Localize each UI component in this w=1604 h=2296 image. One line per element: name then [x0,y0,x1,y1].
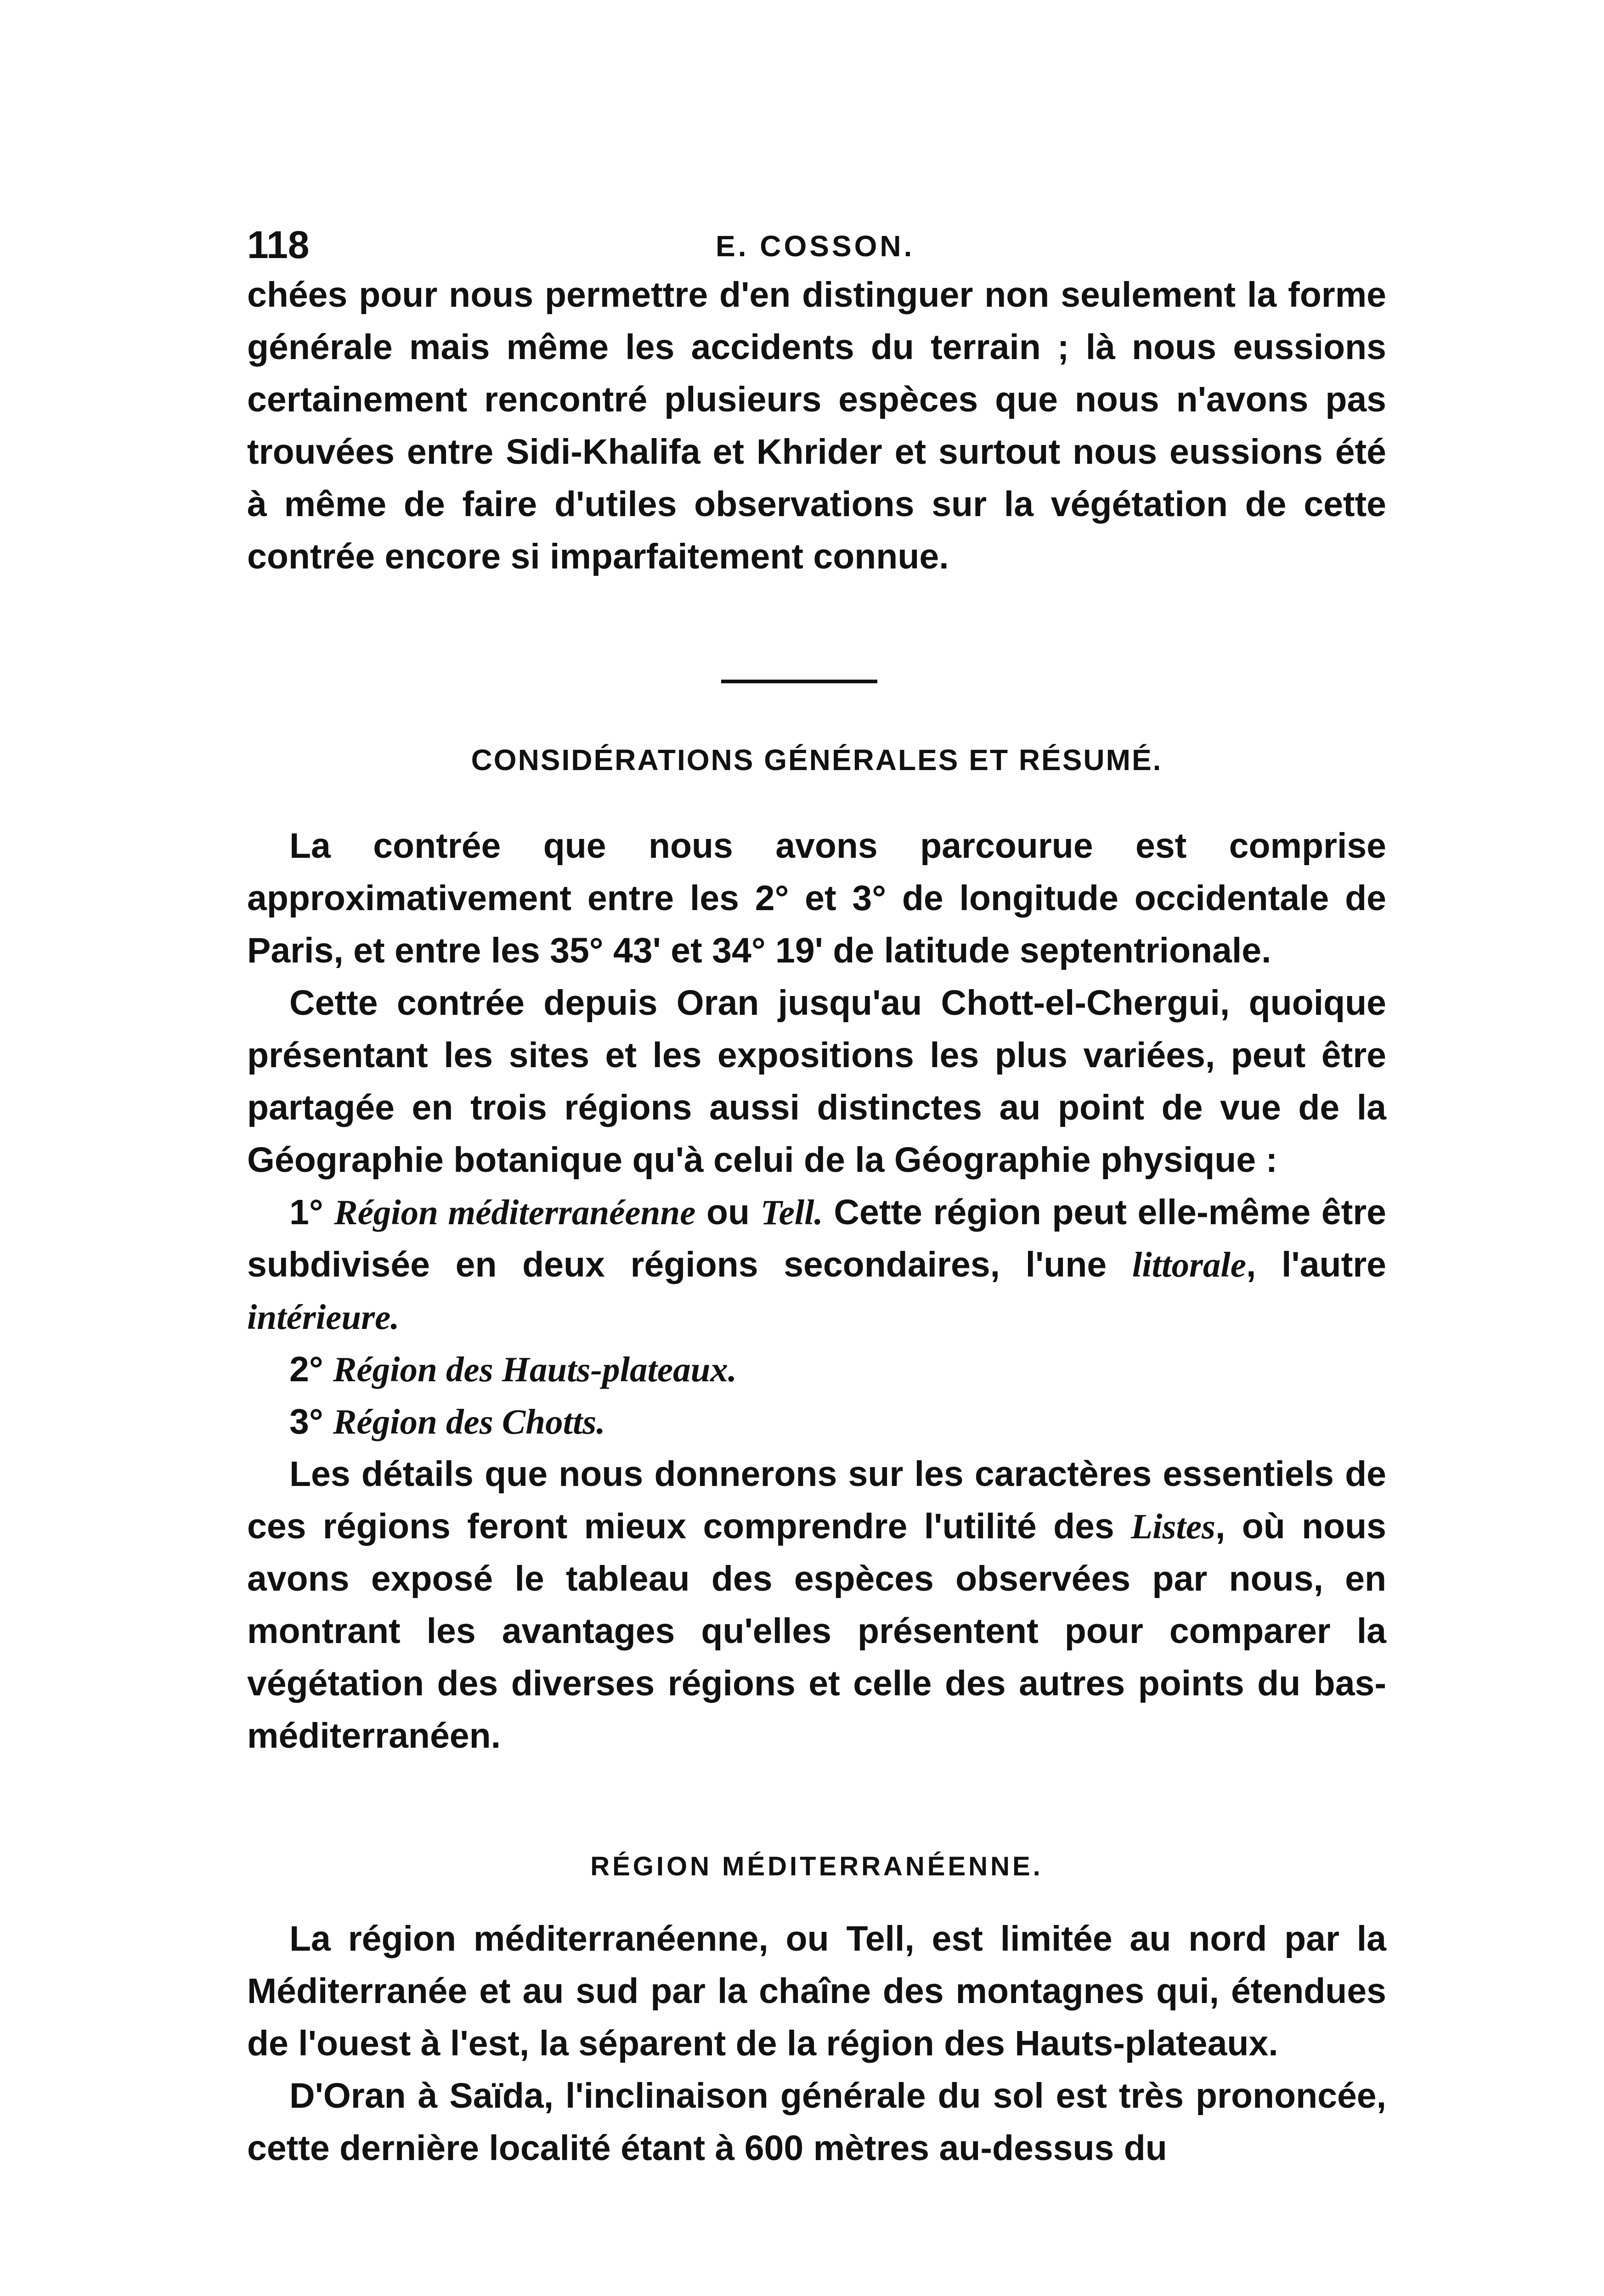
mediterranean-block [247,1913,1386,2174]
paragraph-location: La contrée que nous avons parcourue est comprise approximativement entre les 2° et 3° de longitude occidentale de Paris, et entre les 35° 43' et 34° 19' de latitude septentrionale. [247,826,1386,970]
paragraph-boundaries: La région méditerranéenne, ou Tell, est limitée au nord par la Méditerranée et au sud par la chaîne des montagnes qui, étendues de l'ouest à l'est, la séparent de la région des Hauts-plateaux. [247,1919,1386,2063]
list-number: 3° [289,1402,323,1441]
paragraph-inclination: D'Oran à Saïda, l'inclinaison générale du sol est très prononcée, cette dernière localité étant à 600 mètres au-dessus du [247,2076,1386,2168]
list-number: 1° [289,1193,323,1232]
section-heading-mediterranean: RÉGION MÉDITERRANÉENNE. [590,1851,1043,1881]
list-item-mediterranean: 1° Région méditerranéenne ou Tell. Cette région peut elle-même être subdivisée en deux régions secondaires, l'une littorale, l'autre intérieure. [247,1193,1386,1337]
subregion-littoral: littorale [1132,1245,1246,1284]
subregion-interior: intérieure. [247,1297,400,1337]
lists-reference: Listes [1131,1507,1215,1546]
intro-block [247,269,1386,583]
region-name: Région des Chotts. [333,1402,605,1441]
region-alias: Tell. [760,1193,823,1232]
section-heading-considerations: CONSIDÉRATIONS GÉNÉRALES ET RÉSUMÉ. [471,743,1163,777]
running-head: E. COSSON. [716,230,915,263]
region-name: Région méditerranéenne [334,1193,696,1232]
page-header [247,219,1386,275]
list-item-high-plateaus [247,1343,1386,1396]
paragraph-regions: Cette contrée depuis Oran jusqu'au Chott-el-Chergui, quoique présentant les sites et les expositions les plus variées, peut être partagée en trois régions aussi distinctes au point de vue de la Géographie botanique qu'à celui de la Géographie physique : [247,983,1386,1180]
page-number: 118 [247,223,310,266]
region-name: Région des Hauts-plateaux. [333,1350,737,1389]
intro-paragraph: chées pour nous permettre d'en distinguer non seulement la forme générale mais même les accidents du terrain ; là nous eussions certainement rencontré plusieurs espèces que nous n'avons pas trouvées entre Sidi-Khalifa et Khrider et surtout nous eussions été à même de faire d'utiles observations sur la végétation de cette contrée encore si imparfaitement connue. [247,275,1386,576]
section-divider [721,680,877,683]
list-number: 2° [289,1350,323,1389]
list-item-chotts [247,1396,1386,1448]
considerations-block [247,820,1386,1762]
paragraph-details: Les détails que nous donnerons sur les caractères essentiels de ces régions feront mieux comprendre l'utilité des Listes, où nous avons exposé le tableau des espèces observées par nous, en montrant les avantages qu'elles présentent pour comparer la végétation des diverses régions et celle des autres points du bas-méditerranéen. [247,1454,1386,1756]
